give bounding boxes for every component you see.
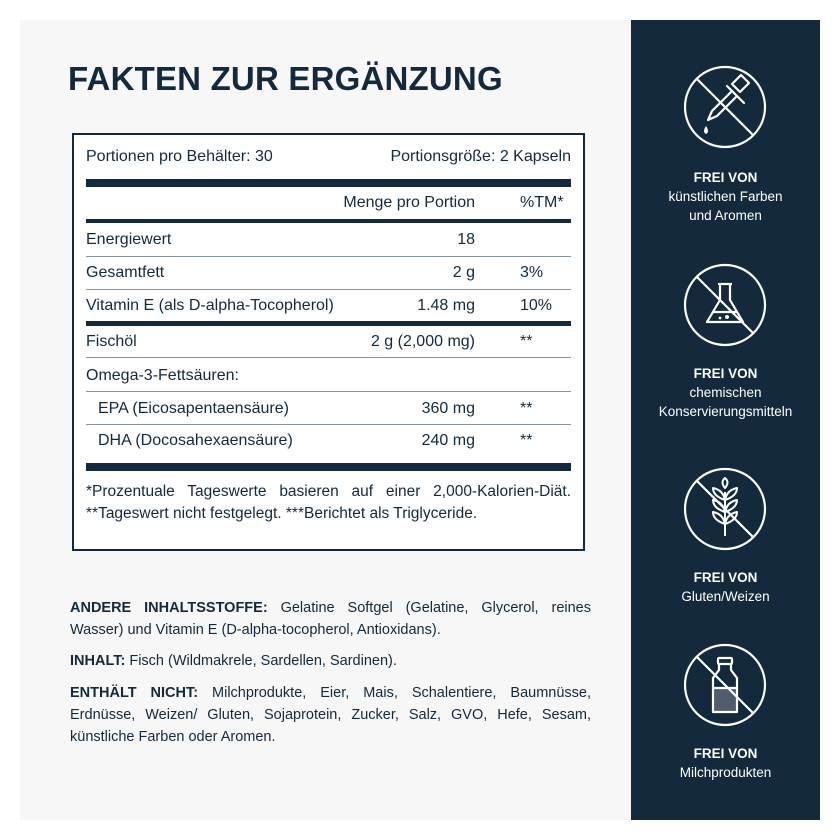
other-ingredients-text: Gelatine Softgel (Gelatine, Glycerol, reines Wasser) und Vitamin E (D-alpha-tocopherol, Antioxidans).	[70, 600, 591, 638]
page-title: FAKTEN ZUR ERGÄNZUNG	[68, 60, 503, 97]
does-not-contain	[70, 682, 591, 748]
nutrient-amount: 1.48 mg	[417, 297, 475, 314]
nutrient-amount: 240 mg	[421, 432, 475, 449]
badge-caption	[631, 168, 820, 225]
nutrient-label: EPA (Eicosapentaensäure)	[98, 400, 289, 417]
nutrient-dv: **	[520, 432, 533, 449]
badge-heading: FREI VON	[693, 746, 758, 761]
badge-caption	[631, 744, 820, 782]
badge-heading: FREI VON	[693, 170, 758, 185]
nutrient-dv: 10%	[520, 297, 553, 314]
nutrient-label: Omega-3-Fettsäuren:	[86, 367, 239, 384]
does-not-contain-text: Milchprodukte, Eier, Mais, Schalentiere, Baumnüsse, Erdnüsse, Weizen/ Gluten, Sojaprotein, Zucker, Salz, GVO, Hefe, Sesam, künstliche Farben oder Aromen.	[70, 685, 591, 745]
badge-line: Gluten/Weizen	[681, 589, 770, 604]
column-dv-header: %TM*	[520, 194, 564, 211]
row-divider	[86, 289, 571, 290]
nutrient-label: Fischöl	[86, 333, 137, 350]
thick-divider	[86, 463, 571, 471]
badge-line: und Aromen	[689, 208, 762, 223]
medium-divider	[86, 321, 571, 326]
badge-line: Konservierungsmitteln	[658, 404, 793, 419]
nutrient-dv: **	[520, 333, 533, 350]
row-divider	[86, 424, 571, 425]
badge-line: Milchprodukten	[679, 765, 772, 780]
badge-caption	[631, 568, 820, 606]
nutrient-amount: 360 mg	[421, 400, 475, 417]
nutrient-amount: 2 g (2,000 mg)	[370, 333, 475, 350]
other-ingredients-label: ANDERE INHALTSSTOFFE:	[70, 600, 268, 616]
nutrient-label: DHA (Docosahexaensäure)	[98, 432, 293, 449]
nutrient-label: Vitamin E (als D-alpha-Tocopherol)	[86, 297, 334, 314]
nutrient-label: Energiewert	[86, 231, 172, 248]
badge-caption	[631, 364, 820, 421]
nutrient-label: Gesamtfett	[86, 264, 165, 281]
medium-divider	[86, 219, 571, 223]
contents	[70, 650, 591, 672]
flask-icon	[682, 262, 768, 348]
nutrient-amount: 2 g	[452, 264, 475, 281]
nutrient-dv: 3%	[520, 264, 544, 281]
nutrient-dv: **	[520, 400, 533, 417]
badge-line: chemischen	[689, 385, 762, 400]
badge-heading: FREI VON	[693, 570, 758, 585]
does-not-contain-label: ENTHÄLT NICHT:	[70, 685, 199, 701]
dropper-icon	[682, 64, 768, 150]
row-divider	[86, 256, 571, 257]
badge-line: künstlichen Farben	[668, 189, 783, 204]
row-divider	[86, 357, 571, 358]
badge-heading: FREI VON	[693, 366, 758, 381]
footnote: *Prozentuale Tageswerte basieren auf einer 2,000-Kalorien-Diät. **Tageswert nicht festgelegt. ***Berichtet als Triglyceride.	[86, 483, 571, 522]
servings-per-container: Portionen pro Behälter: 30	[86, 148, 273, 165]
thick-divider	[86, 179, 571, 187]
column-amount-header: Menge pro Portion	[343, 194, 475, 211]
contents-label: INHALT:	[70, 653, 126, 669]
supplement-facts-panel	[72, 133, 585, 551]
wheat-icon	[682, 466, 768, 552]
other-ingredients	[70, 597, 591, 641]
serving-size: Portionsgröße: 2 Kapseln	[390, 148, 571, 165]
milk-bottle-icon	[682, 642, 768, 728]
nutrient-amount: 18	[457, 231, 475, 248]
row-divider	[86, 391, 571, 392]
contents-text: Fisch (Wildmakrele, Sardellen, Sardinen).	[125, 653, 397, 669]
